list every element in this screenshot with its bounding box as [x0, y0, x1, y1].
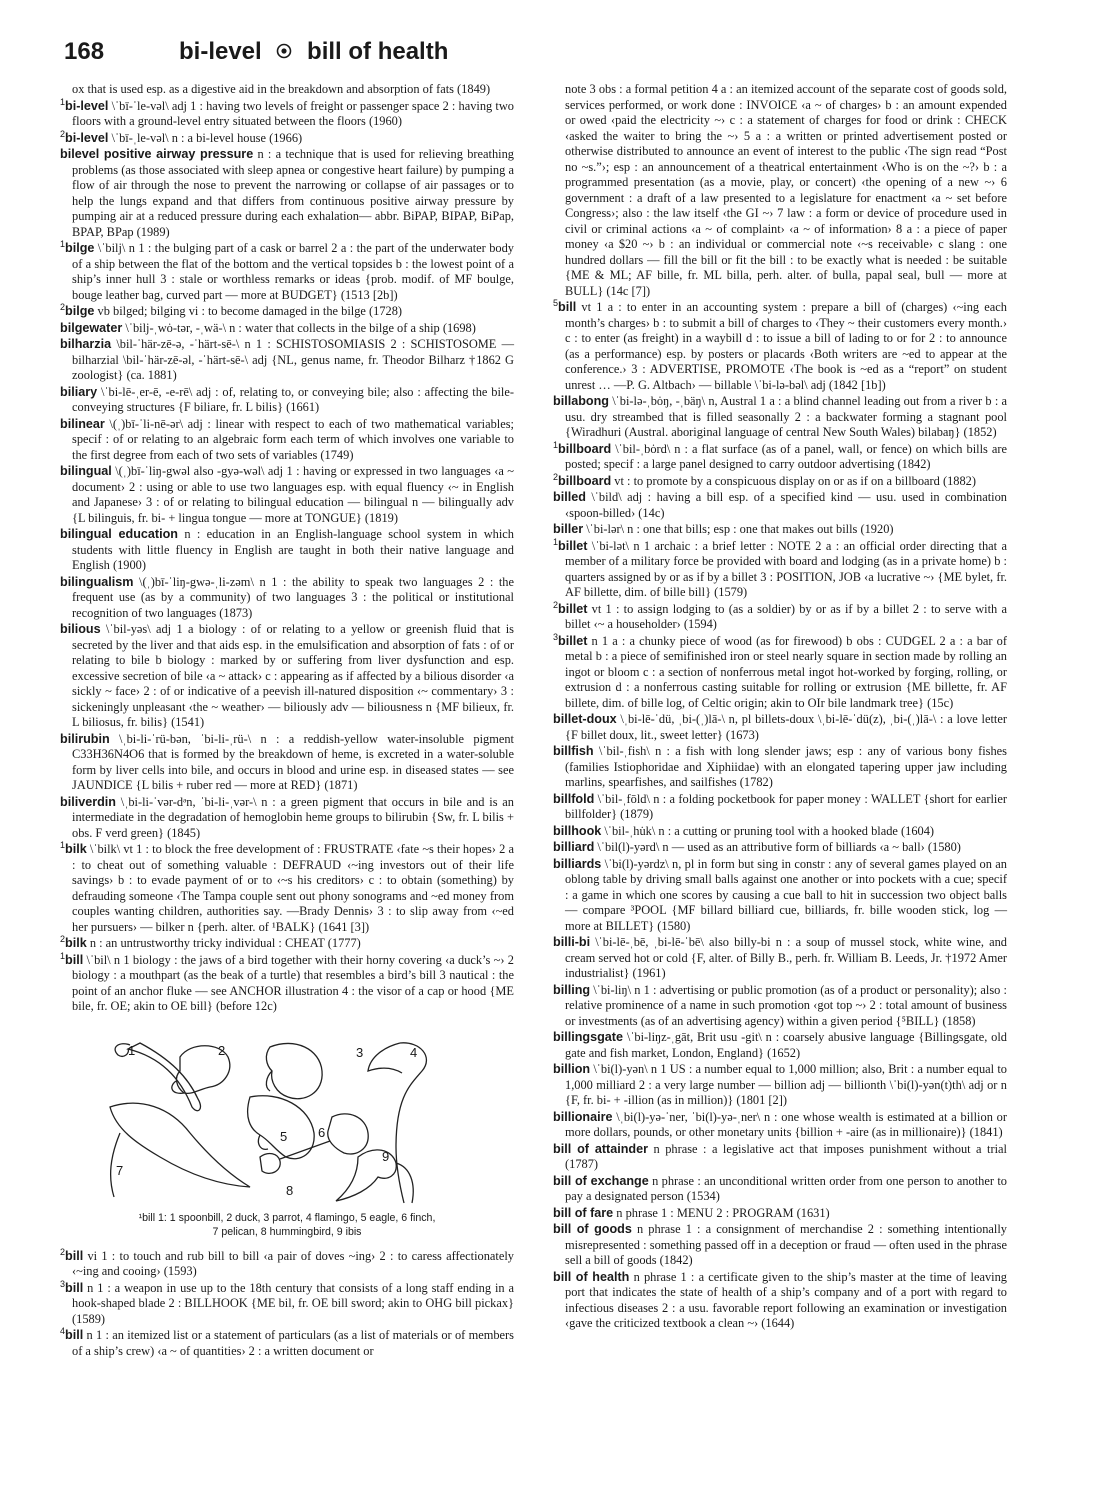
headword: bill — [558, 300, 577, 314]
headword: billboard — [558, 473, 612, 488]
definition-text: \bil-ˈhär-zē-ə, -ˈhärt-sē-\ n 1 : SCHISTOSOMIASIS 2 : SCHISTOSOME — bilharzial \bil-ˈhär-zē-əl, -ˈhärt-sē-\ adj {NL, genus name, fr. Theodor Bilharz †1862 G zoologist} (ca. 1881) — [72, 337, 514, 382]
dictionary-entry — [553, 983, 1007, 1030]
dictionary-entry — [60, 933, 514, 952]
headword: bi-level — [65, 130, 109, 145]
headword: bilingual — [60, 464, 112, 478]
dictionary-entry — [553, 394, 1007, 441]
definition-text: \ˈbi-liŋ\ n 1 : advertising or public promotion (as of a product or personality); also : relative prominence of a name in such promotion ‹got top ~› 2 : total amount of business or investments (as of an advertising agency) within a given period {⁵BILL} (1858) — [565, 982, 1007, 1028]
dictionary-entry — [553, 935, 1007, 982]
definition-text: \ˈbil-ˌfōld\ n : a folding pocketbook for paper money : WALLET {short for earlier billfolder} (1879) — [565, 791, 1007, 821]
headword: billingsgate — [553, 1030, 623, 1044]
homograph-number: 1 — [553, 439, 559, 450]
headword: billet — [558, 633, 588, 648]
headword: billiard — [553, 840, 595, 854]
left-column — [60, 82, 514, 1360]
definition-text: \ˈbild\ adj : having a bill esp. of a specified kind — usu. used in combination ‹spoon-billed› (14c) — [565, 490, 1007, 520]
figure-label-7: 7 — [116, 1162, 124, 1178]
headword: bilharzia — [60, 337, 112, 351]
dictionary-entry — [60, 575, 514, 622]
dictionary-entry — [60, 147, 514, 240]
definition-text: vt 1 : to assign lodging to (as a soldier) by or as if by a billet 2 : to serve with a billet ‹~ a householder› (1594) — [565, 601, 1007, 631]
dictionary-entry — [553, 857, 1007, 935]
guide-words — [179, 38, 448, 66]
dictionary-entry — [553, 1110, 1007, 1141]
headword: bill — [65, 952, 84, 967]
homograph-number: 1 — [60, 96, 66, 107]
homograph-number: 2 — [60, 1246, 66, 1257]
bullseye-bullet-icon — [276, 43, 292, 59]
definition-text: \(ˌ)bī-ˈli-nē-ər\ adj : linear with respect to each of two mathematical variables; specif : of or relating to an algebraic form each term of which involves one variable to the first degree from each of two sets of variables (1749) — [72, 416, 514, 462]
headword: billion — [553, 1062, 591, 1076]
dictionary-entry — [60, 527, 514, 574]
guide-word-start: bi-level — [179, 38, 262, 65]
figure-label-6: 6 — [318, 1124, 326, 1140]
definition-text: ox that is used esp. as a digestive aid in the breakdown and absorption of fats (1849) — [72, 82, 491, 96]
figure-label-8: 8 — [286, 1182, 294, 1198]
definition-text: \ˈbil\ n 1 biology : the jaws of a bird together with their horny covering ‹a duck’s ~› 2 biology : a mouthpart (as the beak of a turtle) that resembles a bird’s bill 3 nautical : the point of an anchor fluke — see ANCHOR illustration 4 : the visor of a cap or hood {ME bile, fr. OE; akin to OE bill} (before 12c) — [72, 952, 514, 1013]
dictionary-entry — [60, 82, 514, 98]
homograph-number: 1 — [60, 238, 66, 249]
headword: billed — [553, 490, 586, 504]
figure-label-1: 1 — [128, 1042, 136, 1058]
dictionary-entry — [553, 490, 1007, 521]
headword: bill — [65, 1328, 84, 1342]
definition-text: \ˈbi-lər\ n : one that bills; esp : one that makes out bills (1920) — [583, 522, 894, 536]
bill-illustration — [60, 1037, 514, 1205]
dictionary-entry — [553, 1062, 1007, 1109]
dictionary-entry — [60, 417, 514, 464]
headword: bilingualism — [60, 574, 134, 589]
headword: bilge — [65, 241, 95, 255]
definition-text: n phrase 1 : a certificate given to the ship’s master at the time of leaving port that indicates the state of health of a ship’s company and of a port with regard to infectious diseases 2 : a usu. favorable report following an examination or investigation ‹gave the criticized textbook a clean ~› (1644) — [565, 1269, 1007, 1330]
headword: billet — [558, 601, 588, 616]
dictionary-entry — [553, 840, 1007, 856]
definition-text: vb bilged; bilging vi : to become damaged in the bilge (1728) — [94, 304, 403, 318]
headword: billet — [558, 538, 588, 553]
homograph-number: 2 — [60, 933, 66, 944]
homograph-number: 4 — [60, 1325, 66, 1336]
definition-text: \ˈbī-ˈle-vəl\ adj 1 : having two levels of freight or passenger space 2 : having two floors with a ground-level entry situated between the floors (1960) — [72, 98, 514, 128]
headword: bilingual education — [60, 527, 178, 541]
homograph-number: 1 — [60, 950, 66, 961]
finch-head — [328, 1113, 368, 1153]
definition-text: n 1 : an itemized list or a statement of particulars (as a list of materials or of members of a ship’s crew) ‹a ~ of quantities› 2 : a written document or — [72, 1328, 514, 1358]
headword: bill of health — [553, 1269, 630, 1284]
figure-label-9: 9 — [382, 1148, 390, 1164]
homograph-number: 2 — [60, 301, 66, 312]
definition-text: \ˈbi(l)-yən\ n 1 US : a number equal to 1,000 million; also, Brit : a number equal to 1,000 milliard 2 : a very large number — billion adj — billionth \ˈbi(l)-yən(t)th\ adj or n {F, fr. bi- + -illion (as in million)} (1801 [2]) — [565, 1062, 1007, 1107]
definition-text: n : an untrustworthy tricky individual : CHEAT (1777) — [86, 936, 361, 950]
homograph-number: 2 — [60, 128, 66, 139]
left-entries-after — [60, 1246, 514, 1360]
definition-text: \(ˌ)bī-ˈliŋ-gwə-ˌli-zəm\ n 1 : the ability to speak two languages 2 : the frequent use (as by a community) of two languages 3 : the political or institutional recognition of two languages (1873) — [72, 574, 514, 620]
headword: bilirubin — [60, 731, 110, 746]
headword: biliverdin — [60, 794, 116, 809]
definition-text: n 1 a : a chunky piece of wood (as for firewood) b obs : CUDGEL 2 a : a bar of metal b : a piece of semifinished iron or steel nearly square in section made by rolling an ingot or bloom c : a section of nonferrous metal ingot hot-worked by forging, rolling, or extrusion d : a nonferrous casting suitable for rolling or extrusion {ME billette, fr. AF billete, dim. of bille log, of Celtic origin; akin to OIr bile landmark tree} (15c) — [565, 633, 1007, 710]
headword: bilge — [65, 304, 95, 318]
dictionary-entry — [60, 795, 514, 842]
figure-label-4: 4 — [410, 1044, 418, 1060]
spoonbill-bill — [128, 1043, 200, 1111]
headword: billboard — [558, 441, 612, 456]
dictionary-entry — [553, 712, 1007, 743]
dictionary-entry — [60, 1325, 514, 1359]
homograph-number: 2 — [553, 471, 559, 482]
dictionary-entry — [60, 128, 514, 147]
definition-text: \ˈbi-lə-ˌbȯŋ, -ˌbäŋ\ n, Austral 1 a : a blind channel leading out from a river b : a usu. dry streambed that is filled seasonally 2 : a backwater forming a stagnant pool {Wiradhuri (Austral. aboriginal language of central New South Wales) bilabaŋ} (1852) — [565, 394, 1007, 439]
definition-text: \ˈbil-ˌhu̇k\ n : a cutting or pruning tool with a hooked blade (1604) — [601, 823, 935, 838]
definition-text: \ˈbilk\ vt 1 : to block the free development of : FRUSTRATE ‹fate ~s their hopes› 2 a : to cheat out of something valuable : DEFRAUD ‹~ing investors out of their life savings› b : to evade payment of or to ‹~s his creditors› c : to obtain (something) by defrauding someone ‹The Tampa couple sent out phony sonograms and ~ed money from couples wanting children, authorities say. —Brady Dennis› 3 : to slip away from ‹~ed her pursuers› — bilker n {perh. alter. of ¹BALK} (1641 [3]) — [72, 842, 514, 934]
headword: bill of exchange — [553, 1173, 649, 1188]
headword: billhook — [553, 823, 602, 838]
left-entries — [60, 82, 514, 1015]
guide-word-end: bill of health — [307, 38, 449, 65]
headword: billi-bi — [553, 935, 591, 949]
definition-text: \ˈbil-yəs\ adj 1 a biology : of or relating to a yellow or greenish fluid that is secreted by the liver and that aids esp. in the emulsification and absorption of fats : of or relating to bile b biology : marked by or suffering from liver dysfunction and esp. excessive secretion of bile ‹a ~ attack› c : appearing as if affected by a bilious disorder ‹a sickly ~ face› 2 : of or indicative of a peevish ill-natured disposition ‹~ commentary› 3 : sickeningly unpleasant ‹the ~ weather› — biliously adv — biliousness n {MF bilieux, fr. L biliosus, fr. bilis} (1541) — [72, 622, 514, 729]
figure-label-5: 5 — [280, 1128, 288, 1144]
headword: bi-level — [65, 98, 109, 113]
dictionary-entry — [60, 385, 514, 416]
right-entries — [553, 82, 1007, 1332]
definition-text: \ˌbi(l)-yə-ˈner, ˈbi(l)-yə-ˌner\ n : one whose wealth is estimated at a billion or more dollars, pounds, or other monetary units {billion + -aire (as in millionaire)} (1841) — [565, 1109, 1007, 1139]
dictionary-entry — [553, 522, 1007, 538]
figure-label-2: 2 — [218, 1042, 226, 1058]
caption-line-1: ¹bill 1: 1 spoonbill, 2 duck, 3 parrot, 4 flamingo, 5 eagle, 6 finch, — [138, 1211, 436, 1224]
dictionary-entry — [60, 950, 514, 1015]
headword: bill of attainder — [553, 1141, 649, 1156]
headword: billabong — [553, 394, 609, 408]
definition-text: \ˈbil(l)-yərd\ n — used as an attributive form of billiards ‹a ~ ball› (1580) — [594, 840, 961, 854]
dictionary-entry — [60, 1246, 514, 1280]
headword: billet-doux — [553, 712, 617, 726]
figure-label-3: 3 — [356, 1044, 364, 1060]
homograph-number: 2 — [553, 599, 559, 610]
headword: bill of fare — [553, 1205, 614, 1220]
definition-text: \ˈbi-lē-ˌer-ē, -e-rē\ adj : of, relating to, or conveying bile; also : affecting the bile-conveying structures {F biliare, fr. L bilis} (1661) — [72, 384, 514, 414]
definition-text: n : a technique that is used for relieving breathing problems (as those associated with sleep apnea or congestive heart failure) by pumping a flow of air through the nose to prevent the narrowing or collapse of air passages or to help the lungs expand and that differs from continuous positive airway pressure by pumping air at a reduced pressure during each exhalation— abbr. BiPAP, BIPAP, BiPap, BPAP, BPap (1989) — [72, 147, 514, 239]
definition-text: \ˈbi-lət\ n 1 archaic : a brief letter : NOTE 2 a : an official order directing that a member of a military force be provided with board and lodging (as in a private home) b : quarters assigned by or as if by a billet 3 : POSITION, JOB ‹a lucrative ~› {ME bylet, fr. AF billette, dim. of bille bill} (1579) — [565, 538, 1007, 599]
definition-text: vt : to promote by a conspicuous display on or as if on a billboard (1882) — [611, 473, 976, 488]
right-column — [553, 82, 1007, 1333]
headword: bilk — [65, 936, 87, 950]
headword: bilk — [65, 842, 87, 856]
dictionary-entry — [60, 301, 514, 320]
homograph-number: 3 — [60, 1278, 66, 1289]
dictionary-entry — [553, 82, 1007, 299]
dictionary-entry — [553, 631, 1007, 712]
definition-text: n 1 : a weapon in use up to the 18th century that consists of a long staff ending in a hook-shaped blade 2 : BILLHOOK {ME bil, fr. OE bill sword; akin to OHG bill pickax} (1589) — [72, 1280, 514, 1326]
definition-text: note 3 obs : a formal petition 4 a : an itemized account of the separate cost of goods sold, services performed, or work done : INVOICE ‹a ~ of charges› b : an amount expended or owed ‹paid the electricity ~› c : a statement of charges for food or drink : CHECK ‹asked the waiter to bring the ~› 5 a : a written or printed advertisement posted or otherwise distributed to announce an event of interest to the public ‹The sign read “Post no ~s.”›; esp : an announcement of a theatrical entertainment ‹Who is on the ~?› b : a programmed presentation (as a movie, play, or concert) ‹the opening of a new ~› 6 government : a draft of a law presented to a legislature for enactment ‹a ~ set before Congress›; also : the law itself ‹the GI ~› 7 law : a form or device of procedure used in civil or criminal actions ‹a ~ of complaint› ‹a ~ of information› 8 a : a piece of paper money ‹a $20 ~› b : an individual or commercial note ‹~s receivable› c slang : one hundred dollars — fill the bill or fit the bill : to be exactly what is needed : be suitable {ME & ML; AF bille, fr. ML billa, perh. alter. of bulla, papal seal, bull — more at BULL} (14c [7]) — [565, 82, 1007, 298]
definition-text: \ˈbil-ˌbȯrd\ n : a flat surface (as of a panel, wall, or fence) on which bills are posted; specif : a large panel designed to carry outdoor advertising (1842) — [565, 441, 1007, 471]
dictionary-entry — [60, 1278, 514, 1328]
headword: bill of goods — [553, 1222, 632, 1236]
dictionary-entry — [553, 1030, 1007, 1061]
homograph-number: 3 — [553, 631, 559, 642]
dictionary-entry — [553, 1270, 1007, 1332]
dictionary-entry — [553, 439, 1007, 473]
headword: biller — [553, 522, 584, 536]
headword: billfish — [553, 744, 594, 758]
definition-text: n phrase : a legislative act that imposes punishment without a trial (1787) — [565, 1141, 1007, 1171]
dictionary-entry — [553, 536, 1007, 601]
figure-caption — [70, 1211, 504, 1239]
dictionary-entry — [60, 732, 514, 794]
dictionary-entry — [553, 792, 1007, 823]
homograph-number: 1 — [553, 536, 559, 547]
headword: bilinear — [60, 416, 105, 431]
dictionary-entry — [553, 297, 1007, 393]
dictionary-entry — [60, 96, 514, 130]
dictionary-entry — [553, 1174, 1007, 1205]
headword: billiards — [553, 856, 602, 871]
definition-text: n phrase 1 : MENU 2 : PROGRAM (1631) — [613, 1205, 830, 1220]
dictionary-entry — [553, 471, 1007, 490]
definition-text: \ˌbi-li-ˈvər-dᵊn, ˈbi-li-ˌvər-\ n : a green pigment that occurs in bile and is an intermediate in the degradation of hemoglobin heme groups to bilirubin {Sw, fr. L bilis + obs. F verd green} (1845) — [72, 794, 514, 840]
definition-text: \ˈbī-ˌle-vəl\ n : a bi-level house (1966) — [108, 130, 303, 145]
headword: bilgewater — [60, 320, 123, 335]
dictionary-entry — [60, 622, 514, 731]
headword: bilevel positive airway pressure — [60, 147, 254, 161]
dictionary-entry — [553, 1142, 1007, 1173]
dictionary-entry — [553, 824, 1007, 840]
definition-text: \ˌbi-li-ˈrü-bən, ˈbi-li-ˌrü-\ n : a reddish-yellow water-insoluble pigment C33H36N4O6 that is formed by the breakdown of heme, is excreted in a water-soluble form by liver cells into bile, and occurs in blood and urine esp. in diseased states — see JAUNDICE {L bilis + ruber red — more at RED} (1871) — [72, 731, 514, 792]
definition-text: \ˈbi-liŋz-ˌgāt, Brit usu -git\ n : coarsely abusive language {Billingsgate, old gate and fish market, London, England} (1652) — [565, 1030, 1007, 1060]
dictionary-entry — [60, 464, 514, 526]
homograph-number: 1 — [60, 839, 66, 850]
bird-bills-drawing — [100, 1037, 440, 1205]
dictionary-entry — [553, 1206, 1007, 1222]
definition-text: n : education in an English-language school system in which students with little fluency in English are taught in both their native language and English (1900) — [72, 527, 514, 572]
definition-text: vi 1 : to touch and rub bill to bill ‹a pair of doves ~ing› 2 : to caress affectionately ‹~ing and cooing› (1593) — [72, 1248, 514, 1278]
dictionary-entry — [553, 599, 1007, 633]
headword: bill — [65, 1248, 84, 1263]
headword: billfold — [553, 791, 595, 806]
definition-text: n phrase 1 : a consignment of merchandise 2 : something intentionally misrepresented : something passed off in a deception or fraud — often used in the phrase sell a bill of goods (1842) — [565, 1222, 1007, 1267]
homograph-number: 5 — [553, 297, 559, 308]
definition-text: \ˈbi(l)-yərdz\ n, pl in form but sing in constr : any of several games played on an oblong table by driving small balls against one another or into pockets with a cue; specif : a game in which one scores by causing a cue ball to hit in succession two object balls — compare ³POOL {MF billard billiard cue, billiards, fr. bille wooden stick, log — more at BILLET} (1580) — [565, 856, 1007, 933]
definition-text: vt 1 a : to enter in an accounting system : prepare a bill of (charges) ‹~ing each month’s charges› b : to submit a bill of charges to ‹They ~ their customers every month.› c : to enter (as freight) in a waybill d : to issue a bill of lading to or for 2 : to announce (as a performance) esp. by posters or placards ‹Both writers are ~ed to appear at the conference.› 3 : ADVERTISE, PROMOTE ‹The book is ~ed as a “report” on student unrest … —P. G. Altbach› — billable \ˈbi-lə-bəl\ adj (1842 [1b]) — [565, 300, 1007, 392]
definition-text: \ˈbilj\ n 1 : the bulging part of a cask or barrel 2 a : the part of the underwater body of a ship between the flat of the bottom and the vertical topsides b : the lowest point of a ship’s inner hull 3 : stale or worthless remarks or ideas {prob. modif. of MF boulge, bouge leather bag, curved part — more at BUDGET} (1513 [2b]) — [72, 241, 514, 302]
dictionary-entry — [553, 1222, 1007, 1269]
definition-text: \(ˌ)bī-ˈliŋ-gwəl also -gyə-wəl\ adj 1 : having or expressed in two languages ‹a ~ document› 2 : using or able to use two languages esp. with equal fluency ‹~ in English and Japanese› 3 : of or relating to bilingual education — bilingual n — bilingually adv {L bilinguis, fr. bi- + lingua tongue — more at TONGUE} (1819) — [72, 464, 514, 525]
definition-text: n phrase : an unconditional written order from one person to another to pay a designated person (1534) — [565, 1173, 1007, 1203]
headword: bilious — [60, 622, 101, 636]
hummingbird — [260, 1153, 280, 1173]
headword: billionaire — [553, 1109, 613, 1124]
dictionary-entry — [60, 238, 514, 303]
pelican-head — [110, 1103, 250, 1187]
page-number: 168 — [64, 38, 105, 65]
dictionary-entry — [60, 337, 514, 384]
definition-text: \ˌbi-lē-ˈdü, ˌbi-(ˌ)lā-\ n, pl billets-doux \ˌbi-lē-ˈdü(z), ˌbi-(ˌ)lā-\ : a love letter {F billet doux, lit., sweet letter} (1673) — [565, 712, 1007, 742]
caption-line-2: 7 pelican, 8 hummingbird, 9 ibis — [212, 1225, 362, 1238]
dictionary-entry — [60, 839, 514, 935]
headword: billing — [553, 982, 591, 997]
dictionary-entry — [60, 321, 514, 337]
eagle-head — [248, 1095, 315, 1158]
definition-text: \ˈbil-ˌfish\ n : a fish with long slender jaws; esp : any of various bony fishes (families Istiophoridae and Xiphiidae) with an elongated tapering upper jaw including marlins, spearfishes, and sailfishes (1782) — [565, 744, 1007, 789]
headword: biliary — [60, 384, 98, 399]
dictionary-entry — [553, 744, 1007, 791]
page-header — [64, 38, 1044, 78]
headword: bill — [65, 1280, 84, 1295]
definition-text: \ˈbilj-ˌwȯ-tər, -ˌwä-\ n : water that collects in the bilge of a ship (1698) — [122, 320, 476, 335]
definition-text: \ˈbi-lē-ˌbē, ˌbi-lē-ˈbē\ also billy-bi n : a soup of mussel stock, white wine, and cream served hot or cold {F, alter. of Billy B., perh. fr. William B. Leeds, Jr. †1972 Amer industrialist} (1961) — [565, 935, 1007, 980]
parrot-head — [266, 1043, 322, 1098]
